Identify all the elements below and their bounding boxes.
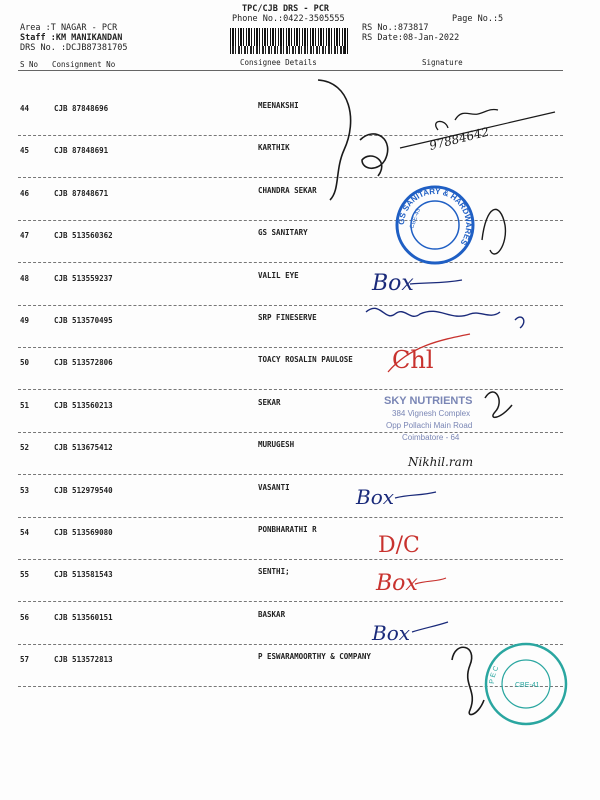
row-consignment-no: CJB 513560213	[54, 401, 113, 410]
svg-text:Coimbatore - 64: Coimbatore - 64	[402, 433, 460, 442]
row-consignment-no: CJB 513570495	[54, 316, 113, 325]
row-consignment-no: CJB 513560362	[54, 231, 113, 240]
row-sno: 55	[20, 570, 30, 579]
row-consignee-name: VASANTI	[258, 483, 290, 492]
row-sno: 57	[20, 655, 30, 664]
row-consignee-name: PONBHARATHI R	[258, 525, 317, 534]
row-consignment-no: CJB 513560151	[54, 613, 113, 622]
row-consignment-no: CJB 513675412	[54, 443, 113, 452]
svg-text:CBE-43: CBE-43	[409, 207, 423, 230]
phone-number: Phone No.:0422-3505555	[232, 14, 345, 24]
signature-scrawl-51	[485, 392, 512, 417]
staff-label: Staff :KM MANIKANDAN	[20, 33, 123, 43]
handwritten-chl: Chl	[392, 346, 434, 374]
col-consignment: Consignment No	[52, 60, 116, 69]
handwritten-phone: 97884642	[427, 124, 491, 153]
row-sno: 47	[20, 231, 30, 240]
row-consignee-name: SRP FINESERVE	[258, 313, 317, 322]
svg-text:PEC: PEC	[488, 663, 502, 685]
row-consignment-no: CJB 87848691	[54, 146, 109, 155]
drs-number: DRS No. :DCJB87381705	[20, 43, 128, 53]
round-seal-stamp	[486, 644, 566, 724]
row-consignee-name: CHANDRA SEKAR	[258, 186, 317, 195]
row-consignee-name: BASKAR	[258, 610, 286, 619]
row-sno: 45	[20, 146, 30, 155]
row-consignee-name: MURUGESH	[258, 440, 295, 449]
signature-scrawl-49	[366, 308, 500, 316]
doc-title: TPC/CJB DRS - PCR	[242, 4, 329, 14]
signature-scrawl-44	[318, 80, 351, 200]
handwritten-box-48: Box	[372, 271, 414, 296]
row-consignment-no: CJB 513581543	[54, 570, 113, 579]
row-sno: 48	[20, 274, 30, 283]
row-consignment-no: CJB 87848696	[54, 104, 109, 113]
row-sno: 51	[20, 401, 30, 410]
handwritten-box-55: Box	[376, 571, 418, 596]
handwritten-box-53: Box	[356, 485, 395, 509]
row-consignee-name: SEKAR	[258, 398, 281, 407]
row-consignee-name: P ESWARAMOORTHY & COMPANY	[258, 652, 371, 661]
row-consignment-no: CJB 87848671	[54, 189, 109, 198]
box-tail-56	[412, 622, 448, 632]
row-sno: 54	[20, 528, 30, 537]
row-consignee-name: TOACY ROSALIN PAULOSE	[258, 355, 353, 364]
row-consignment-no: CJB 513569080	[54, 528, 113, 537]
handwritten-dc: D/C	[378, 533, 420, 558]
box-tail-53	[395, 492, 436, 498]
row-sno: 52	[20, 443, 30, 452]
row-consignment-no: CJB 513572813	[54, 655, 113, 664]
row-consignee-name: VALIL EYE	[258, 271, 299, 280]
row-sno: 56	[20, 613, 30, 622]
row-sno: 46	[20, 189, 30, 198]
box-tail-48	[410, 280, 462, 284]
signature-scrawl-45	[360, 134, 388, 176]
col-consignee: Consignee Details	[240, 58, 317, 67]
row-sno: 50	[20, 358, 30, 367]
row-sno: 44	[20, 104, 30, 113]
row-consignee-name: GS SANITARY	[258, 228, 308, 237]
rs-date: RS Date:08-Jan-2022	[362, 33, 460, 43]
rs-number: RS No.:873817	[362, 23, 429, 33]
handwritten-box-56: Box	[372, 621, 411, 645]
row-sno: 53	[20, 486, 30, 495]
svg-text:GS SANITARY & HARDWARES: GS SANITARY & HARDWARES	[396, 186, 474, 247]
svg-text:384 Vignesh Complex: 384 Vignesh Complex	[392, 409, 471, 418]
signature-scrawl-57	[452, 647, 484, 714]
svg-text:SKY NUTRIENTS: SKY NUTRIENTS	[384, 395, 473, 407]
col-signature: Signature	[422, 58, 463, 67]
row-sno: 49	[20, 316, 30, 325]
row-consignee-name: MEENAKSHI	[258, 101, 299, 110]
signature-dot-49	[515, 317, 524, 328]
signature-scrawl-47	[482, 209, 505, 254]
col-sno: S No	[20, 60, 39, 69]
sky-nutrients-stamp	[384, 395, 472, 442]
box-tail-55	[415, 578, 446, 584]
row-consignee-name: SENTHI;	[258, 567, 290, 576]
row-consignee-name: KARTHIK	[258, 143, 290, 152]
handwritten-nikhil: Nikhil.ram	[408, 455, 474, 469]
svg-text:Opp Pollachi Main Road: Opp Pollachi Main Road	[386, 421, 473, 430]
gs-sanitary-stamp	[397, 187, 473, 263]
area-label: Area :T NAGAR - PCR	[20, 23, 118, 33]
row-consignment-no: CJB 513572806	[54, 358, 113, 367]
row-consignment-no: CJB 513559237	[54, 274, 113, 283]
svg-text:CBE-41: CBE-41	[515, 682, 540, 689]
row-consignment-no: CJB 512979540	[54, 486, 113, 495]
page-number: Page No.:5	[452, 14, 504, 24]
